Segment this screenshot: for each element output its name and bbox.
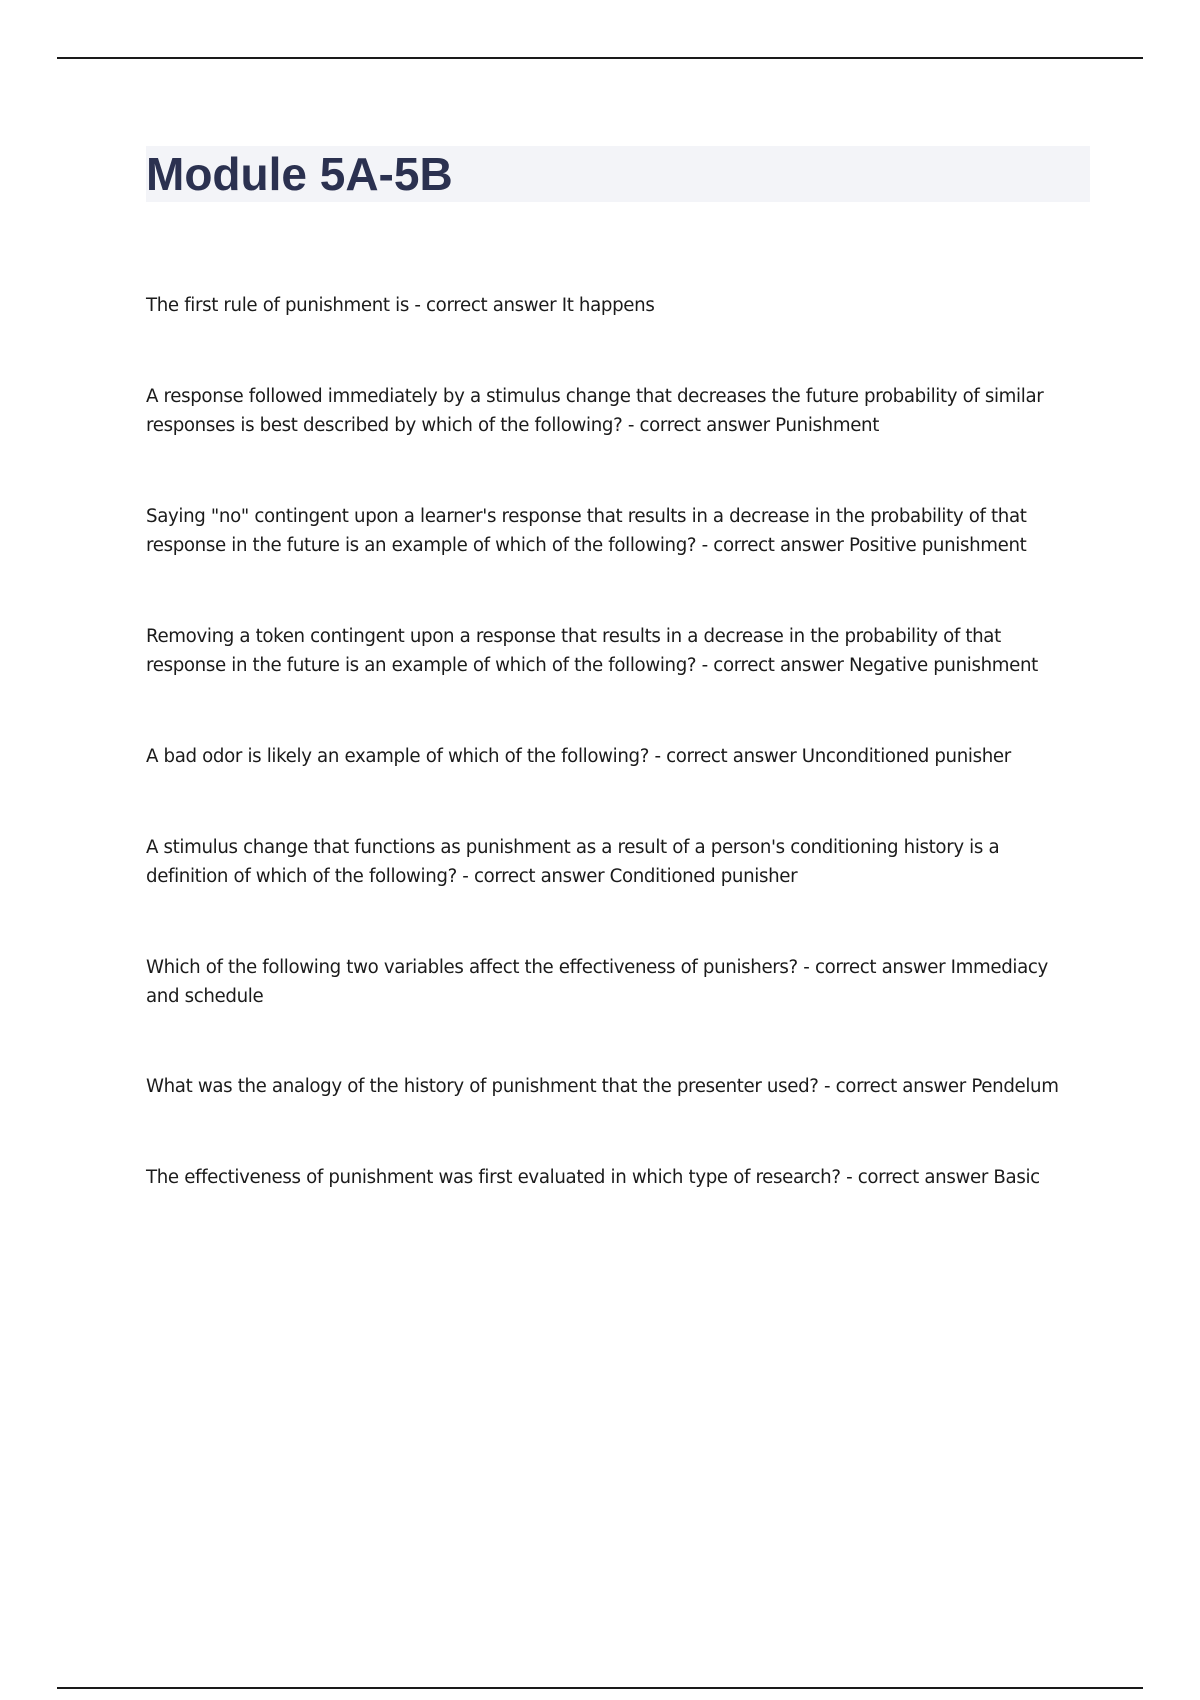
qa-item: Removing a token contingent upon a response that results in a decrease in the probability of that response in the future is an example of which of the following? - correct answer Negative punishment [146,626,1038,676]
bottom-rule [57,1687,1143,1689]
qa-item: Saying "no" contingent upon a learner's response that results in a decrease in the probability of that response in the future is an example of which of the following? - correct answer Positive punishment [146,506,1027,556]
title-band [146,146,1090,202]
qa-item: A bad odor is likely an example of which of the following? - correct answer Unconditioned punisher [146,746,1011,767]
page-title: Module 5A-5B [146,148,453,200]
top-rule [57,57,1143,59]
qa-item: The first rule of punishment is - correct answer It happens [146,295,655,316]
qa-item: Which of the following two variables affect the effectiveness of punishers? - correct answer Immediacy and schedule [146,957,1048,1007]
qa-item: What was the analogy of the history of punishment that the presenter used? - correct answer Pendelum [146,1076,1059,1097]
qa-item: A stimulus change that functions as punishment as a result of a person's conditioning history is a definition of which of the following? - correct answer Conditioned punisher [146,837,1000,887]
qa-item: The effectiveness of punishment was first evaluated in which type of research? - correct answer Basic [146,1167,1040,1188]
qa-item: A response followed immediately by a stimulus change that decreases the future probability of similar responses is best described by which of the following? - correct answer Punishment [146,386,1044,436]
